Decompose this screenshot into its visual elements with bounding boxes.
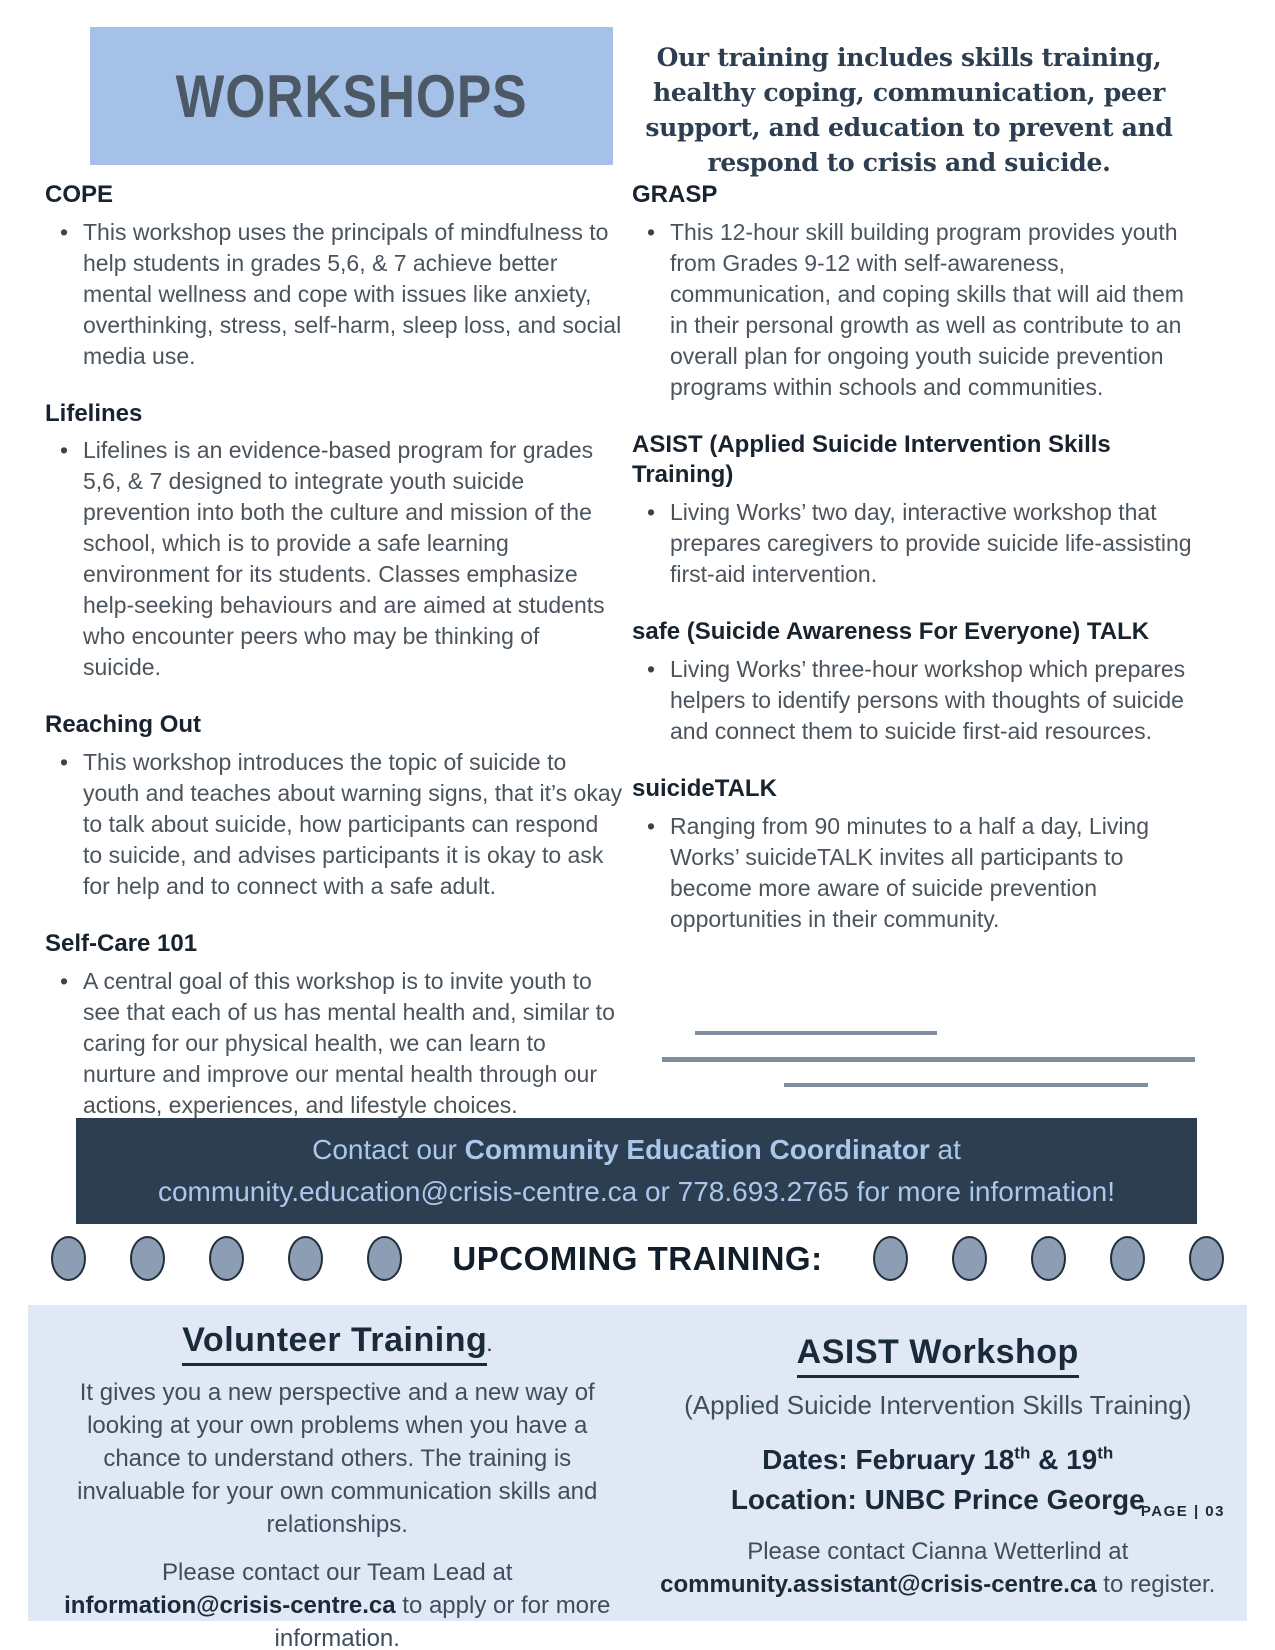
- workshop-heading: Reaching Out: [45, 711, 202, 739]
- contact-banner-highlight: Community Education Coordinator: [464, 1134, 930, 1165]
- contact-banner: [76, 1118, 1197, 1224]
- divider-line: [784, 1083, 1148, 1087]
- bullet-marker: •: [59, 218, 69, 245]
- bullet-marker: •: [59, 749, 69, 776]
- bullet-marker: •: [646, 218, 656, 245]
- bullet-marker: •: [646, 812, 656, 839]
- decorative-dot: [1189, 1236, 1224, 1281]
- asist-workshop-subtitle: (Applied Suicide Intervention Skills Training): [684, 1390, 1192, 1420]
- decorative-dot: [130, 1236, 165, 1281]
- asist-dates-prefix: Dates: February 18: [762, 1443, 1015, 1475]
- list-item: [632, 811, 1207, 935]
- decorative-dot: [1110, 1236, 1145, 1281]
- bullet-marker: •: [646, 655, 656, 682]
- bottom-panel: [28, 1305, 1247, 1650]
- list-item: [45, 966, 623, 1121]
- volunteer-training-column: [54, 1317, 621, 1650]
- list-item: [45, 747, 623, 902]
- workshop-description: A central goal of this workshop is to invite youth to see that each of us has mental health and, similar to caring for our physical health, we can learn to nurture and improve our mental health through our actions, experiences, and lifestyle choices.: [83, 967, 615, 1118]
- workshop-heading: suicideTALK: [632, 774, 777, 802]
- workshop-heading: COPE: [45, 181, 114, 208]
- asist-workshop-dates: [655, 1440, 1222, 1481]
- decorative-dot: [288, 1236, 323, 1281]
- divider-line: [662, 1057, 1195, 1062]
- volunteer-training-title: [54, 1321, 621, 1366]
- list-item: [632, 217, 1207, 403]
- workshop-description: Living Works’ two day, interactive workshop that prepares caregivers to provide suicide life-assisting first-aid intervention.: [670, 499, 1192, 588]
- decorative-dot: [209, 1236, 244, 1281]
- asist-dates-superscript: th: [1097, 1443, 1114, 1463]
- workshop-description: This 12-hour skill building program provides youth from Grades 9-12 with self-awareness, communication, and coping skills that will aid them in their personal growth as well as contribute to an overall plan for ongoing youth suicide prevention programs within schools and communities.: [670, 218, 1184, 400]
- asist-contact-suffix: to register.: [1096, 1571, 1216, 1599]
- intro-text: Our training includes skills training, healthy coping, communication, peer support, and education to prevent and respond to crisis and suicide.: [645, 43, 1173, 177]
- asist-workshop-title: [655, 1333, 1222, 1378]
- workshops-column-left: [45, 180, 623, 1148]
- list-item: [45, 435, 623, 683]
- asist-workshop-title-text: ASIST Workshop: [797, 1333, 1079, 1378]
- asist-dates-superscript: th: [1014, 1443, 1031, 1463]
- contact-banner-line2: community.education@crisis-centre.ca or 778.693.2765 for more information!: [157, 1176, 1116, 1207]
- workshop-description: This workshop uses the principals of mindfulness to help students in grades 5,6, & 7 achieve better mental wellness and cope with issues like anxiety, overthinking, stress, self-harm, sleep loss, and social media use.: [83, 218, 622, 369]
- workshop-description: Living Works’ three-hour workshop which prepares helpers to identify persons with thoughts of suicide and connect them to suicide first-aid resources.: [670, 655, 1186, 744]
- page-title: WORKSHOPS: [175, 62, 528, 130]
- volunteer-training-body: It gives you a new perspective and a new way of looking at your own problems when you have a chance to understand others. The training is invaluable for your own communication skills and relationships.: [77, 1379, 598, 1539]
- workshop-heading: Lifelines: [45, 399, 143, 427]
- volunteer-training-title-period: .: [487, 1338, 493, 1355]
- workshop-heading: ASIST (Applied Suicide Intervention Skills Training): [632, 430, 1111, 489]
- upcoming-training-heading: UPCOMING TRAINING:: [452, 1239, 823, 1277]
- decorative-dot: [873, 1236, 908, 1281]
- asist-contact-prefix: Please contact Cianna Wetterlind at: [747, 1538, 1129, 1566]
- workshop-heading: safe (Suicide Awareness For Everyone) TALK: [632, 618, 1150, 646]
- workshop-section-reaching-out: [45, 710, 623, 902]
- workshop-heading: Self-Care 101: [45, 930, 198, 958]
- decorative-dot: [952, 1236, 987, 1281]
- workshop-description: Lifelines is an evidence-based program for grades 5,6, & 7 designed to integrate youth suicide prevention into both the culture and mission of the school, which is to provide a safe learning environment for its students. Classes emphasize help-seeking behaviours and are aimed at students who encounter peers who may be thinking of suicide.: [83, 437, 605, 681]
- decorative-dot: [51, 1236, 86, 1281]
- workshop-section-safetalk: [632, 617, 1207, 747]
- workshop-section-suicidetalk: [632, 774, 1207, 935]
- workshop-section-asist: [632, 430, 1207, 590]
- bullet-marker: •: [646, 499, 656, 526]
- list-item: [45, 217, 623, 372]
- decorative-dot: [367, 1236, 402, 1281]
- asist-workshop-contact: [655, 1535, 1222, 1601]
- upcoming-training-row: [0, 1236, 1275, 1281]
- list-item: [632, 497, 1207, 590]
- page-number: PAGE | 03: [1140, 1503, 1225, 1520]
- contact-banner-prefix: Contact our: [312, 1134, 465, 1165]
- volunteer-contact-prefix: Please contact our Team Lead at: [162, 1558, 513, 1586]
- bottom-panel-grid: [28, 1305, 1247, 1650]
- workshop-section-cope: [45, 180, 623, 372]
- asist-dates-mid: & 19: [1030, 1443, 1098, 1475]
- decorative-dot: [1031, 1236, 1066, 1281]
- contact-banner-line1: [76, 1129, 1197, 1171]
- workshop-description: This workshop introduces the topic of suicide to youth and teaches about warning signs, that it’s okay to talk about suicide, how participants can respond to suicide, and advises participants it is okay to ask for help and to connect with a safe adult.: [83, 749, 623, 900]
- divider-line: [695, 1031, 937, 1035]
- workshop-description: Ranging from 90 minutes to a half a day, Living Works’ suicideTALK invites all participants to become more aware of suicide prevention opportunities in their community.: [670, 812, 1150, 932]
- volunteer-training-contact: [54, 1556, 621, 1650]
- volunteer-contact-suffix: to apply or for more information.: [274, 1591, 611, 1650]
- asist-workshop-location: Location: UNBC Prince George: [730, 1484, 1145, 1516]
- workshop-section-lifelines: [45, 399, 623, 684]
- volunteer-training-title-text: Volunteer Training: [182, 1321, 487, 1366]
- volunteer-contact-email: information@crisis-centre.ca: [64, 1591, 396, 1619]
- asist-contact-email: community.assistant@crisis-centre.ca: [660, 1571, 1097, 1599]
- workshop-section-grasp: [632, 180, 1207, 403]
- list-item: [632, 654, 1207, 747]
- workshop-heading: GRASP: [632, 181, 718, 208]
- asist-workshop-column: [655, 1317, 1222, 1650]
- contact-banner-suffix: at: [929, 1134, 961, 1165]
- workshops-column-right: [632, 180, 1207, 962]
- workshop-section-self-care-101: [45, 929, 623, 1121]
- bullet-marker: •: [59, 967, 69, 994]
- workshops-title-box: [90, 27, 613, 165]
- bullet-marker: •: [59, 437, 69, 464]
